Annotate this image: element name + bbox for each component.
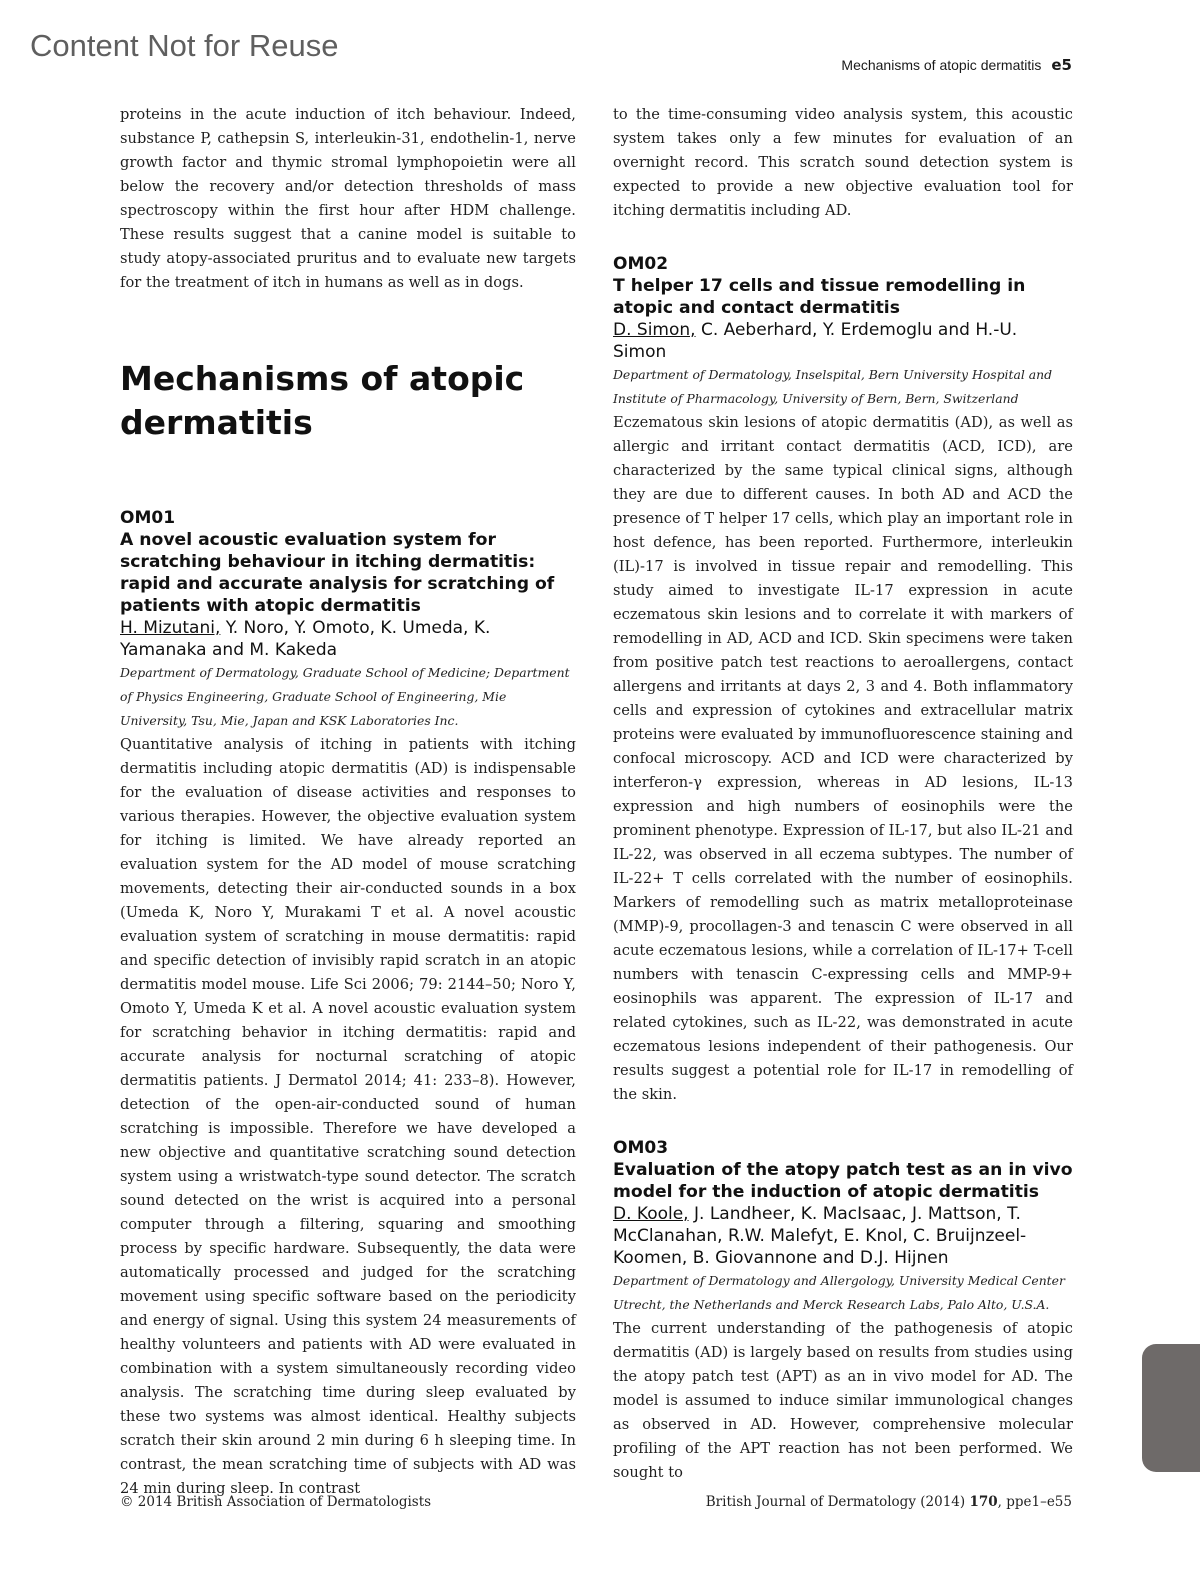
co-authors: Y. Noro, Y. Omoto, K. Umeda, K. Yamanaka and M. Kakeda bbox=[120, 618, 491, 660]
abstract-title: Evaluation of the atopy patch test as an in vivo model for the induction of atopic dermatitis bbox=[613, 1160, 1073, 1202]
abstract-om02 bbox=[613, 253, 1073, 1107]
abstract-affiliations: Department of Dermatology, Inselspital, Bern University Hospital and Institute of Pharmacology, University of Bern, Bern, Switzerland bbox=[613, 367, 1053, 406]
left-column bbox=[120, 103, 576, 1501]
abstract-code: OM01 bbox=[120, 508, 176, 528]
abstract-body: Quantitative analysis of itching in patients with itching dermatitis including atopic dermatitis (AD) is indispensable for the evaluation of disease activities and responses to various therapies. However, the objective evaluation system for itching is limited. We have already reported an evaluation system for the AD model of mouse scratching movements, detecting their air-conducted sounds in a box (Umeda K, Noro Y, Murakami T et al. A novel acoustic evaluation system of scratching in mouse dermatitis: rapid and specific detection of invisibly rapid scratch in an atopic dermatitis model mouse. Life Sci 2006; 79: 2144–50; Noro Y, Omoto Y, Umeda K et al. A novel acoustic evaluation system for scratching behavior in itching dermatitis: rapid and accurate analysis for nocturnal scratching of atopic dermatitis patients. J Dermatol 2014; 41: 233–8). However, detection of the open-air-conducted sound of human scratching is impossible. Therefore we have developed a new objective and quantitative scratching sound detection system using a wristwatch-type sound detector. The scratch sound detected on the wrist is acquired into a personal computer through a filtering, squaring and smoothing process by specific hardware. Subsequently, the data were automatically processed and judged for the scratching movement using specific software based on the periodicity and energy of signal. Using this system 24 measurements of healthy volunteers and patients with AD were evaluated in combination with a system simultaneously recording video analysis. The scratching time during sleep evaluated by these two systems was almost identical. Healthy subjects scratch their skin around 2 min during 6 h sleeping time. In contrast, the mean scratching time of subjects with AD was 24 min during sleep. In contrast bbox=[120, 736, 576, 1497]
abstract-om01 bbox=[120, 507, 576, 1501]
abstract-code: OM02 bbox=[613, 254, 669, 274]
co-authors: J. Landheer, K. MacIsaac, J. Mattson, T. McClanahan, R.W. Malefyt, E. Knol, C. Bruijnzeel-Koomen, B. Giovannone and D.J. Hijnen bbox=[613, 1204, 1027, 1268]
page-number: e5 bbox=[1051, 56, 1072, 74]
abstract-code: OM03 bbox=[613, 1138, 669, 1158]
footer-citation bbox=[706, 1494, 1072, 1510]
section-heading: Mechanisms of atopic dermatitis bbox=[120, 359, 525, 442]
abstract-authors bbox=[613, 319, 1073, 363]
abstract-title: T helper 17 cells and tissue remodelling in atopic and contact dermatitis bbox=[613, 276, 1026, 318]
watermark: Content Not for Reuse bbox=[30, 28, 339, 63]
abstract-authors bbox=[120, 617, 576, 661]
abstract-body: Eczematous skin lesions of atopic dermatitis (AD), as well as allergic and irritant contact dermatitis (ACD, ICD), are characterized by the same typical clinical signs, although they are due to different causes. In both AD and ACD the presence of T helper 17 cells, which play an important role in host defence, has been reported. Furthermore, interleukin (IL)-17 is involved in tissue repair and remodelling. This study aimed to investigate IL-17 expression in acute eczematous skin lesions and to correlate it with markers of remodelling in AD, ACD and ICD. Skin specimens were taken from positive patch test reactions to aeroallergens, contact allergens and irritants at days 2, 3 and 4. Both inflammatory cells and expression of cytokines and extracellular matrix proteins were evaluated by immunofluorescence staining and confocal microscopy. ACD and ICD were characterized by interferon-γ expression, whereas in AD lesions, IL-13 expression and high numbers of eosinophils were the prominent phenotype. Expression of IL-17, but also IL-21 and IL-22, was observed in all eczema subtypes. The number of IL-22+ T cells correlated with the number of eosinophils. Markers of remodelling such as matrix metalloproteinase (MMP)-9, procollagen-3 and tenascin C were observed in all acute eczematous lesions, while a correlation of IL-17+ T-cell numbers with tenascin C-expressing cells and MMP-9+ eosinophils was apparent. The expression of IL-17 and related cytokines, such as IL-22, was demonstrated in acute eczematous lesions independent of their pathogenesis. Our results suggest a potential role for IL-17 in remodelling of the skin. bbox=[613, 414, 1073, 1103]
intro-paragraph: proteins in the acute induction of itch behaviour. Indeed, substance P, cathepsin S, interleukin-31, endothelin-1, nerve growth factor and thymic stromal lymphopoietin were all below the recovery and/or detection thresholds of mass spectroscopy within the first hour after HDM challenge. These results suggest that a canine model is suitable to study atopy-associated pruritus and to evaluate new targets for the treatment of itch in humans as well as in dogs. bbox=[120, 106, 576, 291]
abstract-affiliations: Department of Dermatology, Graduate School of Medicine; Department of Physics Engineering, Graduate School of Engineering, Mie University, Tsu, Mie, Japan and KSK Laboratories Inc. bbox=[120, 665, 570, 728]
co-authors: C. Aeberhard, Y. Erdemoglu and H.-U. Simon bbox=[613, 320, 1018, 362]
presenting-author: D. Simon, bbox=[613, 320, 696, 340]
abstract-om03 bbox=[613, 1137, 1073, 1485]
footer-copyright: © 2014 British Association of Dermatologists bbox=[120, 1494, 432, 1510]
presenting-author: D. Koole, bbox=[613, 1204, 689, 1224]
right-column bbox=[613, 103, 1073, 1485]
running-head-title: Mechanisms of atopic dermatitis bbox=[841, 57, 1042, 73]
abstract-body: The current understanding of the pathogenesis of atopic dermatitis (AD) is largely based on results from studies using the atopy patch test (APT) as an in vivo model for AD. The model is assumed to induce similar immunological changes as observed in AD. However, comprehensive molecular profiling of the APT reaction has not been performed. We sought to bbox=[613, 1320, 1073, 1481]
volume-number: 170 bbox=[969, 1494, 998, 1510]
abstract-authors bbox=[613, 1203, 1073, 1269]
page-range: , ppe1–e55 bbox=[997, 1494, 1072, 1510]
side-tab bbox=[1142, 1344, 1200, 1472]
abstract-title: A novel acoustic evaluation system for scratching behaviour in itching dermatitis: rapid and accurate analysis for scratching of patients with atopic dermatitis bbox=[120, 530, 555, 616]
journal-name: British Journal of Dermatology (2014) bbox=[705, 1494, 970, 1510]
abstract-affiliations: Department of Dermatology and Allergology, University Medical Center Utrecht, the Netherlands and Merck Research Labs, Palo Alto, U.S.A. bbox=[613, 1273, 1065, 1312]
continuation-paragraph: to the time-consuming video analysis system, this acoustic system takes only a few minutes for evaluation of an overnight record. This scratch sound detection system is expected to provide a new objective evaluation tool for itching dermatitis including AD. bbox=[613, 106, 1073, 219]
presenting-author: H. Mizutani, bbox=[120, 618, 221, 638]
running-head bbox=[841, 56, 1072, 74]
